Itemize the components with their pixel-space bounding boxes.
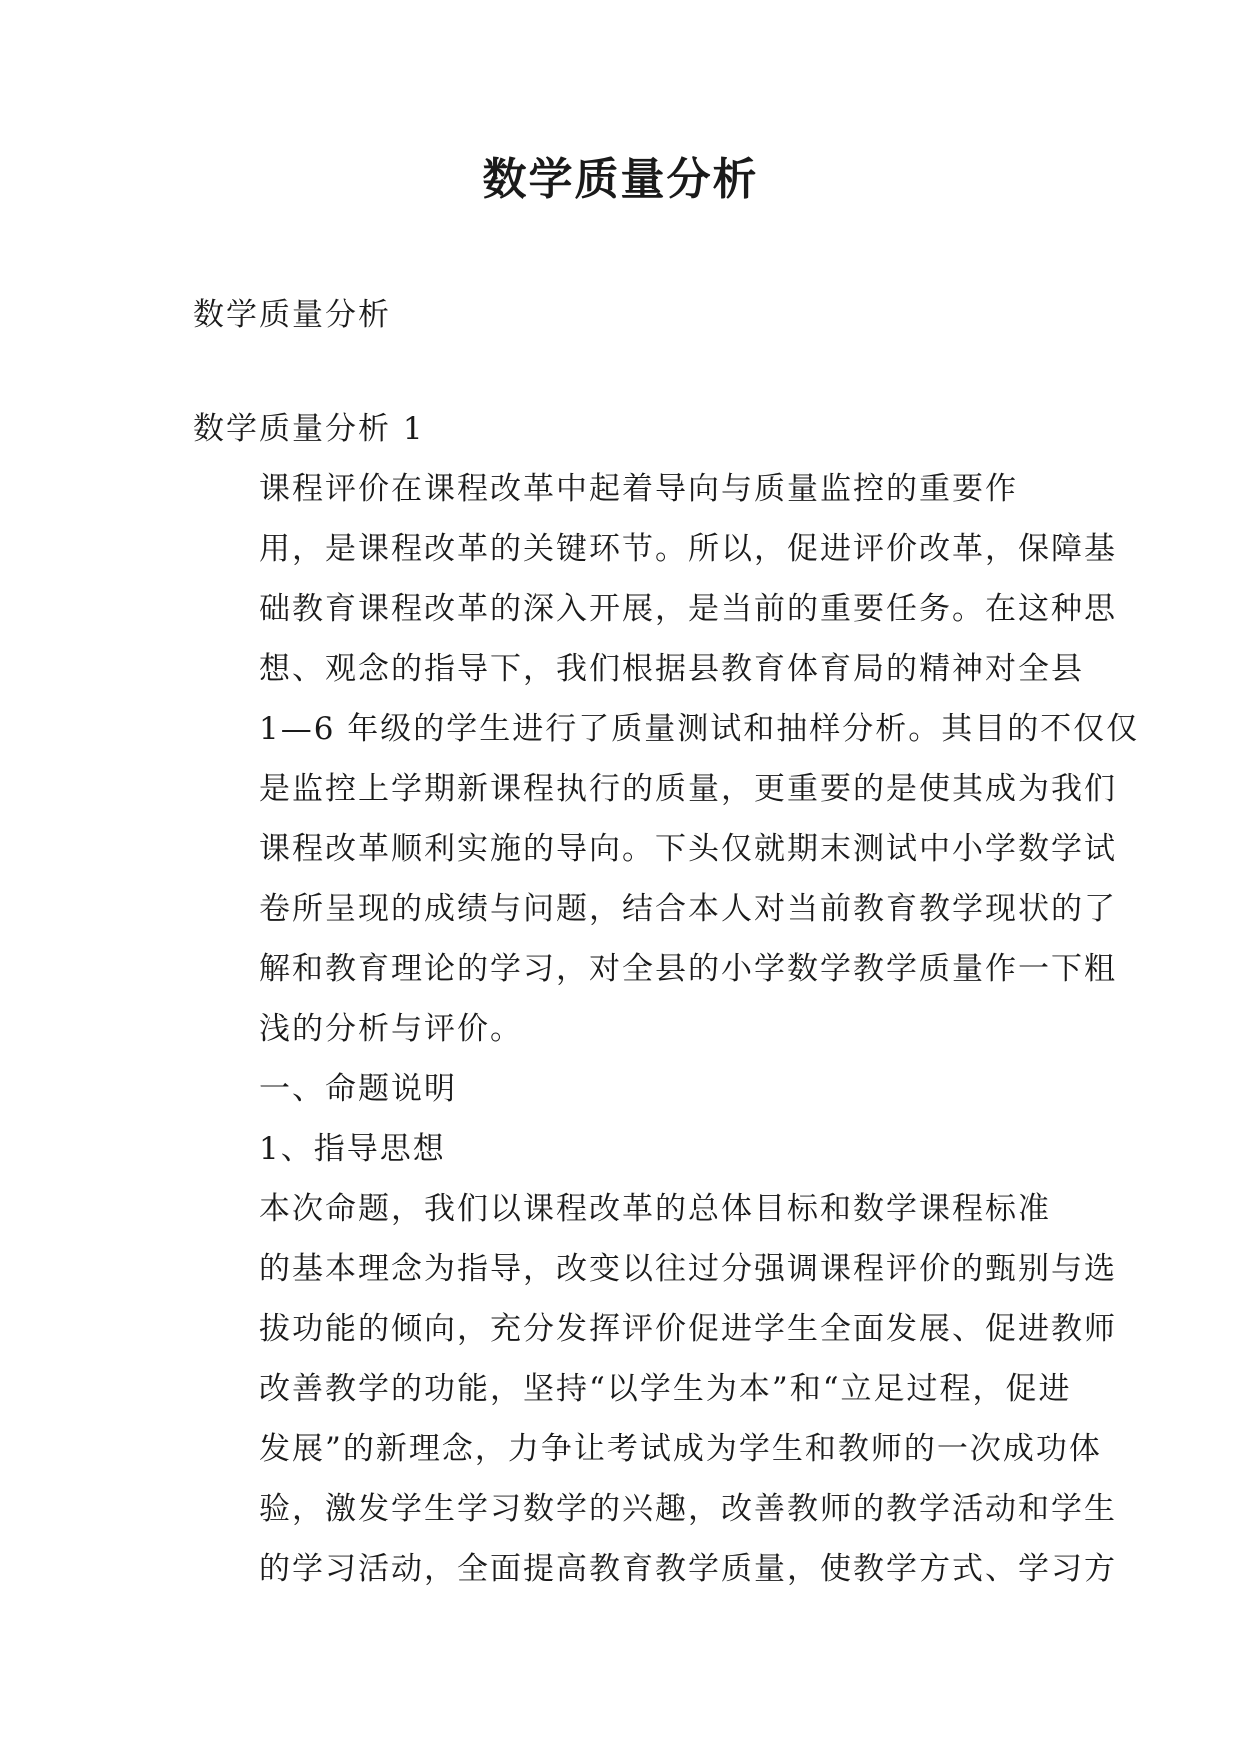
paragraph-2-line: 的基本理念为指导，改变以往过分强调课程评价的甄别与选 xyxy=(259,1251,1117,1287)
paragraph-2-line: 的学习活动，全面提高教育教学质量，使教学方式、学习方 xyxy=(259,1551,1117,1587)
paragraph-2 xyxy=(193,1179,1117,1599)
paragraph-2-line: 本次命题，我们以课程改革的总体目标和数学课程标准 xyxy=(259,1191,1051,1227)
paragraph-1 xyxy=(193,459,1140,1059)
heading-proposition-notes: 一、命题说明 xyxy=(259,1071,457,1107)
document-title: 数学质量分析 xyxy=(482,154,759,205)
paragraph-1-line: 课程改革顺利实施的导向。下头仅就期末测试中小学数学试 xyxy=(259,831,1117,867)
paragraph-1-line: 想、观念的指导下，我们根据县教育体育局的精神对全县 xyxy=(259,651,1084,687)
section-title: 数学质量分析 1 xyxy=(193,411,425,447)
paragraph-2-line: 改善教学的功能，坚持“以学生为本”和“立足过程，促进 xyxy=(259,1371,1072,1407)
spacer xyxy=(193,345,1055,399)
document-body xyxy=(193,285,1140,1599)
paragraph-2-line: 拔功能的倾向，充分发挥评价促进学生全面发展、促进教师 xyxy=(259,1311,1117,1347)
paragraph-1-line: 础教育课程改革的深入开展，是当前的重要任务。在这种思 xyxy=(259,591,1117,627)
paragraph-1-line: 是监控上学期新课程执行的质量，更重要的是使其成为我们 xyxy=(259,771,1117,807)
paragraph-1-line: 卷所呈现的成绩与问题，结合本人对当前教育教学现状的了 xyxy=(259,891,1117,927)
paragraph-1-line: 用，是课程改革的关键环节。所以，促进评价改革，保障基 xyxy=(259,531,1117,567)
paragraph-1-line: 课程评价在课程改革中起着导向与质量监控的重要作 xyxy=(259,471,1018,507)
document-subtitle: 数学质量分析 xyxy=(193,297,391,333)
paragraph-2-line: 验，激发学生学习数学的兴趣，改善教师的教学活动和学生 xyxy=(259,1491,1117,1527)
paragraph-2-line: 发展”的新理念，力争让考试成为学生和教师的一次成功体 xyxy=(259,1431,1102,1467)
paragraph-1-line: 浅的分析与评价。 xyxy=(259,1011,523,1047)
paragraph-1-line: 1—6 年级的学生进行了质量测试和抽样分析。其目的不仅仅 xyxy=(259,711,1140,747)
paragraph-1-line: 解和教育理论的学习，对全县的小学数学教学质量作一下粗 xyxy=(259,951,1117,987)
heading-guiding-thought: 1、指导思想 xyxy=(259,1131,446,1167)
